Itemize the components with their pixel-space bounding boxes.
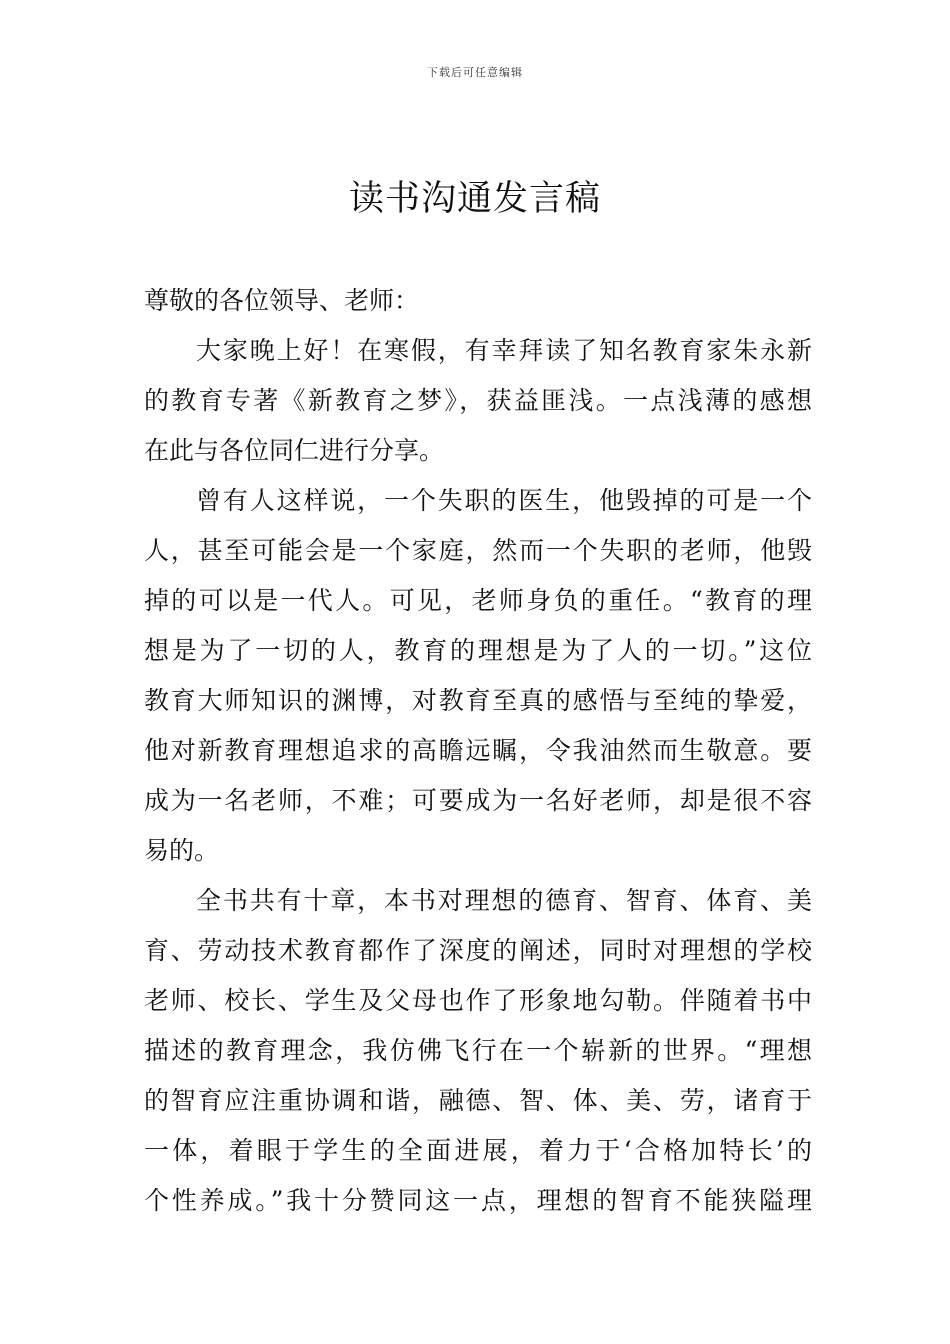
paragraph-1 [144,326,812,476]
salutation: 尊敬的各位领导、老师： [144,286,420,315]
paragraph-2 [144,476,812,876]
paragraph-line: 个性养成。”我十分赞同这一点，理想的智育不能狭隘理 [144,1186,812,1215]
paragraph-line: 他对新教育理想追求的高瞻远瞩，令我油然而生敬意。要 [144,736,812,765]
paragraph-line: 人，甚至可能会是一个家庭，然而一个失职的老师，他毁 [144,536,812,565]
paragraph-line: 在此与各位同仁进行分享。 [144,436,445,465]
paragraph-line: 易的。 [144,836,220,865]
paragraph-line: 想是为了一切的人，教育的理想是为了人的一切。”这位 [144,636,812,665]
paragraph-line: 成为一名老师，不难；可要成为一名好老师，却是很不容 [144,786,812,815]
paragraph-line: 一体，着眼于学生的全面进展，着力于‘合格加特长’的 [144,1136,812,1165]
paragraph-line: 掉的可以是一代人。可见，老师身负的重任。“教育的理 [144,586,812,615]
document-body [144,276,812,1226]
paragraph-line: 老师、校长、学生及父母也作了形象地勾勒。伴随着书中 [144,986,812,1015]
paragraph-line: 曾有人这样说，一个失职的医生，他毁掉的可是一个 [196,486,812,515]
page-header-note: 下载后可任意编辑 [427,66,523,79]
paragraph-line: 全书共有十章，本书对理想的德育、智育、体育、美 [196,886,812,915]
paragraph-line: 的教育专著《新教育之梦》，获益匪浅。一点浅薄的感想 [144,386,812,415]
paragraph-line: 育、劳动技术教育都作了深度的阐述，同时对理想的学校 [144,936,812,965]
document-title: 读书沟通发言稿 [348,179,601,219]
paragraph-3 [144,876,812,1226]
paragraph-line: 大家晚上好！在寒假，有幸拜读了知名教育家朱永新 [196,336,812,365]
paragraph-line: 描述的教育理念，我仿佛飞行在一个崭新的世界。“理想 [144,1036,812,1065]
paragraph-line: 的智育应注重协调和谐，融德、智、体、美、劳，诸育于 [144,1086,812,1115]
paragraph-line: 教育大师知识的渊博，对教育至真的感悟与至纯的挚爱， [144,686,812,715]
